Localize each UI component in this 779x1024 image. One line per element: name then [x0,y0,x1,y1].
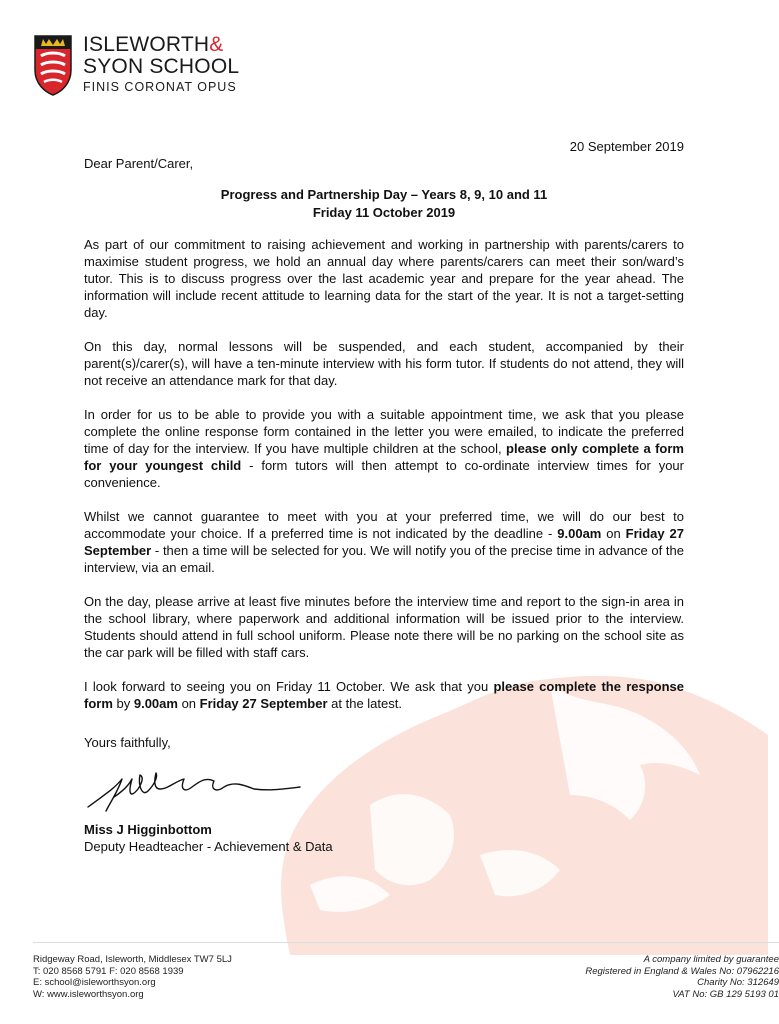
school-logo [33,34,253,100]
letter-date: 20 September 2019 [569,139,684,154]
footer-company: A company limited by guarantee [643,954,779,965]
signer-role: Deputy Headteacher - Achievement & Data [84,839,333,854]
school-crest-icon [33,34,73,96]
paragraph-1: As part of our commitment to raising achievement and working in partnership with parents/carers to maximise student progress, we hold an annual day where parents/carers can meet their son/ward’s tutor. This is to discuss progress over the last academic year and prepare for the year ahead. The information will include recent attitude to learning data for the start of the year. It is not a target-setting day. [84,237,684,320]
closing: Yours faithfully, [84,735,171,750]
footer-address: Ridgeway Road, Isleworth, Middlesex TW7 5LJ [33,954,232,965]
signature-icon [84,767,304,815]
paragraph-3: In order for us to be able to provide you with a suitable appointment time, we ask that you please complete the online response form contained in the letter you were emailed, to indicate the preferred time of day for the interview. If you have multiple children at the school, please only complete a form for your youngest child - form tutors will then attempt to co-ordinate interview times for your convenience. [84,407,684,490]
paragraph-4: Whilst we cannot guarantee to meet with you at your preferred time, we will do our best to accommodate your choice. If a preferred time is not indicated by the deadline - 9.00am on Friday 27 September - then a time will be selected for you. We will notify you of the precise time in advance of the interview, via an email. [84,509,684,575]
footer-contact [33,954,232,1000]
title-line-1: Progress and Partnership Day – Years 8, 9, 10 and 11 [220,187,548,202]
footer-registration [585,954,779,1000]
footer-charity: Charity No: 312649 [697,977,779,988]
logo-motto: FINIS CORONAT OPUS [83,80,237,94]
logo-name-line1: ISLEWORTH& [83,33,224,56]
footer-divider [33,942,779,943]
footer-registered: Registered in England & Wales No: 07962216 [585,965,779,977]
footer-phone: T: 020 8568 5791 F: 020 8568 1939 [33,965,184,977]
footer-vat: VAT No: GB 129 5193 01 [672,988,779,1000]
paragraph-6: I look forward to seeing you on Friday 11 October. We ask that you please complete the response form by 9.00am on Friday 27 September at the latest. [84,679,684,711]
paragraph-5: On the day, please arrive at least five minutes before the interview time and report to the sign-in area in the school library, where paperwork and additional information will be issued prior to the interview. Students should attend in full school uniform. Please note there will be no parking on the school site as the car park will be filled with staff cars. [84,594,684,660]
title-line-2: Friday 11 October 2019 [312,205,456,220]
footer-web: W: www.isleworthsyon.org [33,988,144,1000]
footer [33,954,779,1014]
salutation: Dear Parent/Carer, [84,156,194,171]
paragraph-2: On this day, normal lessons will be suspended, and each student, accompanied by their parent(s)/carer(s), will have a ten-minute interview with his form tutor. If students do not attend, they will not receive an attendance mark for that day. [84,339,684,388]
letter-title [84,186,684,222]
footer-email: E: school@isleworthsyon.org [33,977,156,988]
signer-name: Miss J Higginbottom [84,822,212,837]
logo-name-line2: SYON SCHOOL [83,55,240,78]
letter-body [84,138,684,855]
